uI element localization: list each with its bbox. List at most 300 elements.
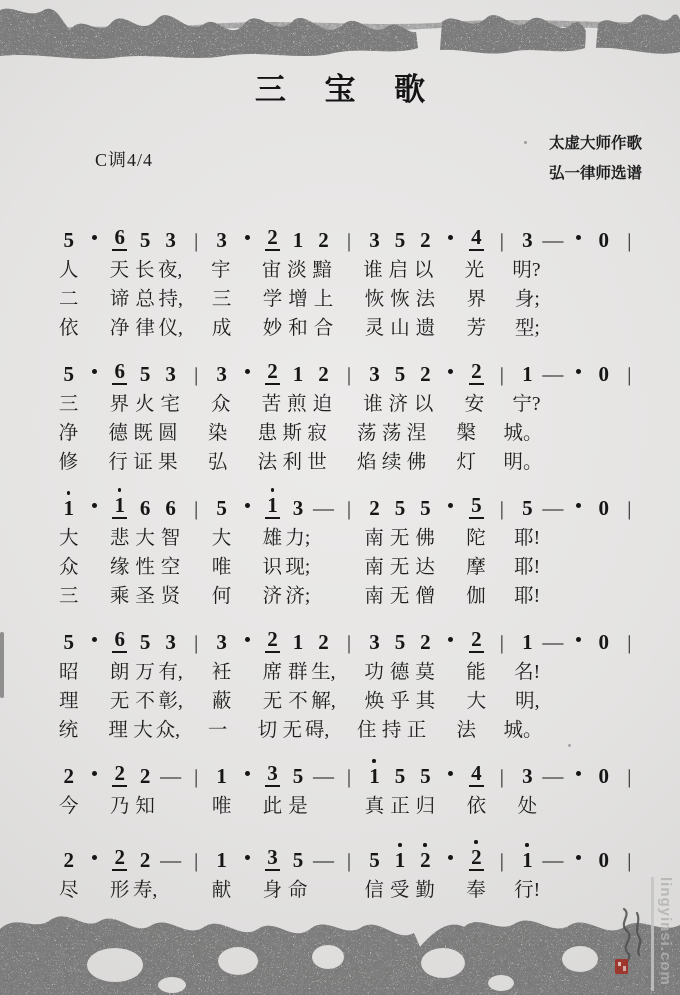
lyric-syllable: 贤 (160, 585, 181, 607)
note-digit: 3 (267, 761, 278, 785)
lyric-syllable: 处 (517, 795, 538, 817)
dash-sustain: — (160, 764, 182, 788)
lyric-syllable: 乃 (109, 795, 130, 817)
dash-sustain: — (542, 496, 564, 520)
lyric-syllable: 总 (135, 288, 155, 310)
note-digit: 3 (216, 228, 227, 252)
lyric-syllable: 证 (133, 451, 153, 473)
augmentation-dot (566, 766, 591, 787)
lyric-syllable: 长 (134, 259, 155, 281)
lyric-row (56, 445, 642, 474)
bar-line: | (346, 850, 351, 872)
augmentation-dot (566, 498, 591, 519)
lyric-syllable: 法 (456, 719, 476, 741)
note-digit: 3 (267, 845, 278, 869)
lyric-syllable: 僧 (415, 585, 435, 607)
notation-row (56, 841, 642, 872)
note-digit: 2 (420, 848, 431, 872)
lyric-syllable: 唯 (211, 795, 232, 817)
lyric-syllable: 依 (58, 317, 79, 339)
lyric-syllable: 成 (211, 317, 232, 339)
note-digit: 2 (318, 362, 329, 386)
lyric-syllable: 宇 (211, 259, 231, 281)
lyric-syllable: 净 (109, 317, 130, 339)
lyric-syllable: 妙 (262, 317, 283, 339)
note-digit: 2 (420, 630, 431, 654)
note-digit: 1 (267, 493, 278, 517)
augmentation-dot (438, 364, 463, 385)
lyric-syllable: 有, (158, 661, 183, 683)
lyric-syllable: 耶! (514, 527, 541, 549)
lyric-syllable: 一 (207, 719, 228, 741)
music-system-6 (56, 841, 642, 902)
red-seal-stamp (615, 959, 628, 974)
lyric-syllable: 既 (133, 422, 153, 444)
lyric-syllable: 持 (381, 719, 402, 741)
lyric-syllable: 耶! (514, 585, 541, 607)
note-digit: 1 (114, 493, 125, 517)
note-digit: 5 (394, 764, 406, 788)
lyric-row (56, 311, 642, 340)
lyric-syllable: 理 (108, 719, 128, 741)
lyric-row (56, 655, 642, 684)
lyric-syllable: 谁 (363, 259, 383, 281)
dash-sustain: — (313, 848, 335, 872)
lyric-syllable: 昭 (58, 661, 79, 683)
lyric-row (56, 521, 642, 550)
lyric-row (56, 387, 642, 416)
note-digit: 2 (114, 845, 125, 869)
note-digit: 1 (394, 848, 406, 872)
lyric-syllable: 真 (364, 795, 385, 817)
note-digit: 2 (267, 225, 278, 249)
augmentation-dot (81, 850, 106, 871)
lyric-syllable: 城。 (503, 719, 543, 741)
augmentation-dot (438, 766, 463, 787)
lyric-syllable: 城。 (503, 422, 543, 444)
lyric-syllable: 大 (133, 719, 153, 741)
lyric-syllable: 界 (466, 288, 487, 310)
note-digit: 4 (471, 761, 482, 785)
lyric-syllable: 律 (135, 317, 155, 339)
lyric-syllable: 身 (262, 879, 283, 901)
note-digit: 6 (139, 496, 151, 520)
lyric-syllable: 大 (466, 690, 487, 712)
note-digit: 5 (63, 362, 74, 386)
lyricist-credit: 太虚大师作歌 (548, 134, 642, 152)
note-digit: 1 (522, 630, 533, 654)
lyric-row (56, 684, 642, 713)
lyric-syllable: 不 (135, 690, 155, 712)
lyric-syllable: 依 (466, 795, 487, 817)
lyric-syllable: 果 (158, 451, 178, 473)
notation-row (56, 757, 642, 788)
lyric-syllable: 明。 (503, 451, 543, 473)
lyric-syllable: 雄 (262, 527, 283, 549)
lyric-syllable: 大 (135, 527, 155, 549)
lyric-row (56, 789, 642, 818)
bar-line: | (499, 498, 504, 520)
lyric-syllable: 空 (160, 556, 181, 578)
note-digit: 5 (471, 493, 482, 517)
lyric-syllable: 续 (381, 451, 402, 473)
rest-note: 0 (598, 630, 610, 654)
lyric-syllable: 切 (257, 719, 278, 741)
lyric-syllable: 智 (160, 527, 181, 549)
lyric-syllable: 修 (58, 451, 79, 473)
lyric-syllable: 现; (285, 556, 311, 578)
bar-line: | (346, 230, 351, 252)
lyric-syllable: 行 (108, 451, 128, 473)
lyric-syllable: 灵 (364, 317, 385, 339)
note-digit: 2 (369, 496, 380, 520)
lyric-syllable: 彰, (158, 690, 183, 712)
augmentation-dot (81, 632, 106, 653)
lyric-syllable: 佛 (406, 451, 427, 473)
lyric-row (56, 579, 642, 608)
bar-line: | (499, 766, 504, 788)
lyric-syllable: 和 (288, 317, 308, 339)
lyric-syllable: 学 (262, 288, 283, 310)
lyric-syllable: 宙 (261, 259, 282, 281)
bottom-ink-border-decoration (0, 903, 680, 995)
lyric-syllable: 今 (58, 795, 79, 817)
lyric-syllable: 是 (288, 795, 308, 817)
lyric-syllable: 恢 (390, 288, 410, 310)
lyric-syllable: 圣 (135, 585, 155, 607)
notation-row (56, 623, 642, 654)
bar-line: | (194, 498, 199, 520)
lyric-syllable: 万 (135, 661, 155, 683)
note-digit: 4 (471, 225, 482, 249)
lyric-syllable: 无 (262, 690, 283, 712)
lyric-syllable: 山 (390, 317, 410, 339)
note-digit: 3 (369, 630, 380, 654)
watermark-text: lingyinsi.com (651, 877, 674, 991)
rest-note: 0 (598, 848, 610, 872)
lyric-syllable: 朗 (109, 661, 130, 683)
note-digit: 2 (114, 761, 125, 785)
lyric-syllable: 正 (406, 719, 427, 741)
lyric-syllable: 涅 (406, 422, 427, 444)
augmentation-dot (234, 230, 259, 251)
lyric-syllable: 明, (515, 690, 540, 712)
bar-line: | (627, 850, 632, 872)
bar-line: | (346, 498, 351, 520)
dash-sustain: — (313, 496, 335, 520)
note-digit: 5 (139, 362, 151, 386)
lyric-syllable: 力; (285, 527, 311, 549)
lyric-syllable: 人 (58, 259, 79, 281)
bar-line: | (627, 766, 632, 788)
note-digit: 3 (165, 228, 176, 252)
lyric-syllable: 无 (389, 585, 410, 607)
lyric-row (56, 282, 642, 311)
notation-row (56, 355, 642, 386)
lyric-syllable: 遗 (415, 317, 436, 339)
lyric-syllable: 不 (288, 690, 308, 712)
augmentation-dot (566, 850, 591, 871)
music-system-1 (56, 221, 642, 340)
lyric-syllable: 德 (108, 422, 128, 444)
lyric-syllable: 统 (58, 719, 79, 741)
rest-note: 0 (598, 228, 610, 252)
lyric-syllable: 信 (364, 879, 384, 901)
lyric-syllable: 利 (282, 451, 302, 473)
rest-note: 0 (598, 496, 610, 520)
lyric-syllable: 莫 (415, 661, 435, 683)
note-digit: 2 (471, 627, 482, 651)
note-digit: 1 (292, 630, 304, 654)
augmentation-dot (234, 850, 259, 871)
lyric-syllable: 德 (389, 661, 410, 683)
lyric-syllable: 夜, (157, 259, 183, 281)
augmentation-dot (81, 230, 106, 251)
lyric-row (56, 253, 642, 282)
lyric-row (56, 550, 642, 579)
dash-sustain: — (542, 630, 564, 654)
augmentation-dot (81, 766, 106, 787)
lyric-syllable: 伽 (466, 585, 486, 607)
lyric-syllable: 宅 (160, 393, 180, 415)
lyric-syllable: 焕 (364, 690, 385, 712)
lyric-syllable: 济; (285, 585, 311, 607)
lyric-syllable: 缘 (109, 556, 130, 578)
lyric-syllable: 解, (311, 690, 336, 712)
dash-sustain: — (542, 228, 564, 252)
lyric-syllable: 迫 (312, 393, 332, 415)
lyric-syllable: 以 (413, 259, 434, 281)
lyric-syllable: 弘 (207, 451, 228, 473)
note-digit: 3 (165, 630, 176, 654)
lyric-syllable: 席 (262, 661, 283, 683)
music-system-2 (56, 355, 642, 474)
lyric-syllable: 济 (388, 393, 409, 415)
bar-line: | (194, 766, 199, 788)
lyric-syllable: 归 (415, 795, 436, 817)
lyric-syllable: 淡 (287, 259, 307, 281)
note-digit: 5 (369, 848, 380, 872)
lyric-syllable: 恢 (364, 288, 385, 310)
lyric-syllable: 群 (288, 661, 308, 683)
lyric-syllable: 二 (58, 288, 79, 310)
lyric-syllable: 合 (313, 317, 334, 339)
lyric-syllable: 乘 (109, 585, 130, 607)
lyric-syllable: 斯 (282, 422, 302, 444)
lyric-syllable: 无 (389, 527, 410, 549)
bar-line: | (627, 632, 632, 654)
lyric-syllable: 荡 (381, 422, 402, 444)
lyric-syllable: 耶! (514, 556, 541, 578)
augmentation-dot (438, 850, 463, 871)
note-digit: 2 (471, 359, 482, 383)
bar-line: | (346, 632, 351, 654)
lyric-syllable: 住 (357, 719, 377, 741)
note-digit: 5 (394, 362, 406, 386)
lyric-syllable: 黯 (312, 259, 332, 281)
note-digit: 5 (139, 630, 151, 654)
lyric-syllable: 命 (288, 879, 308, 901)
lyric-syllable: 碍, (304, 719, 330, 741)
note-digit: 3 (216, 630, 227, 654)
lyric-row (56, 713, 642, 742)
lyric-syllable: 何 (211, 585, 232, 607)
composer-credit: 弘一律师选谱 (548, 165, 642, 182)
note-digit: 2 (139, 848, 151, 872)
lyric-syllable: 大 (58, 527, 79, 549)
lyric-syllable: 焰 (357, 451, 377, 473)
note-digit: 2 (471, 845, 482, 869)
bar-line: | (194, 364, 199, 386)
note-digit: 2 (63, 764, 74, 788)
score (0, 221, 680, 902)
augmentation-dot (566, 632, 591, 653)
dash-sustain: — (160, 848, 182, 872)
note-digit: 1 (216, 848, 227, 872)
lyric-syllable: 无 (389, 556, 410, 578)
augmentation-dot (566, 230, 591, 251)
lyric-syllable: 增 (288, 288, 308, 310)
lyric-syllable: 形 (109, 879, 130, 901)
lyric-syllable: 蔽 (211, 690, 232, 712)
augmentation-dot (234, 498, 259, 519)
bar-line: | (627, 498, 632, 520)
augmentation-dot (438, 498, 463, 519)
lyric-syllable: 功 (364, 661, 384, 683)
bar-line: | (194, 632, 199, 654)
augmentation-dot (234, 632, 259, 653)
scan-speck (568, 744, 571, 747)
scan-speck (524, 141, 527, 144)
note-digit: 2 (63, 848, 74, 872)
note-digit: 1 (369, 764, 380, 788)
lyric-syllable: 南 (364, 585, 384, 607)
bar-line: | (499, 850, 504, 872)
lyric-syllable: 众 (58, 556, 79, 578)
lyric-syllable: 染 (207, 422, 228, 444)
note-digit: 2 (318, 630, 329, 654)
rest-note: 0 (598, 764, 610, 788)
note-digit: 3 (165, 362, 176, 386)
note-digit: 2 (267, 627, 278, 651)
augmentation-dot (234, 766, 259, 787)
lyric-syllable: 宁? (512, 393, 541, 415)
note-digit: 1 (522, 848, 533, 872)
augmentation-dot (234, 364, 259, 385)
lyric-syllable: 能 (466, 661, 486, 683)
note-digit: 2 (318, 228, 329, 252)
lyric-syllable: 其 (415, 690, 436, 712)
lyric-syllable: 众, (155, 719, 181, 741)
note-digit: 5 (63, 228, 74, 252)
lyric-syllable: 天 (109, 259, 130, 281)
note-digit: 1 (292, 228, 304, 252)
lyric-syllable: 乎 (390, 690, 410, 712)
augmentation-dot (566, 364, 591, 385)
note-digit: 6 (165, 496, 176, 520)
lyric-syllable: 南 (364, 556, 384, 578)
lyric-syllable: 济 (262, 585, 283, 607)
note-digit: 5 (394, 228, 406, 252)
lyric-syllable: 持, (158, 288, 183, 310)
note-digit: 2 (139, 764, 151, 788)
note-digit: 3 (369, 228, 380, 252)
dash-sustain: — (313, 764, 335, 788)
meta-row (0, 133, 680, 185)
credits-block (549, 129, 642, 189)
lyric-syllable: 明? (512, 259, 541, 281)
lyric-syllable: 三 (58, 585, 79, 607)
lyric-syllable: 知 (135, 795, 155, 817)
bar-line: | (346, 364, 351, 386)
lyric-syllable: 以 (413, 393, 434, 415)
augmentation-dot (81, 498, 106, 519)
note-digit: 2 (420, 362, 431, 386)
lyric-syllable: 圆 (158, 422, 178, 444)
lyric-syllable: 仪, (158, 317, 183, 339)
note-digit: 5 (139, 228, 151, 252)
augmentation-dot (438, 632, 463, 653)
lyric-syllable: 众 (211, 393, 231, 415)
lyric-syllable: 安 (464, 393, 485, 415)
bar-line: | (627, 230, 632, 252)
note-digit: 6 (114, 627, 125, 651)
note-digit: 1 (216, 764, 227, 788)
note-digit: 5 (63, 630, 74, 654)
music-system-4 (56, 623, 642, 742)
lyric-syllable: 行! (514, 879, 541, 901)
lyric-syllable: 光 (464, 259, 485, 281)
note-digit: 3 (216, 362, 227, 386)
bar-line: | (194, 850, 199, 872)
dash-sustain: — (542, 764, 564, 788)
lyric-syllable: 识 (262, 556, 283, 578)
lyric-syllable: 尽 (58, 879, 79, 901)
note-digit: 5 (420, 496, 431, 520)
lyric-syllable: 名! (514, 661, 541, 683)
augmentation-dot (81, 364, 106, 385)
lyric-syllable: 摩 (466, 556, 486, 578)
lyric-syllable: 谛 (109, 288, 130, 310)
note-digit: 3 (522, 228, 533, 252)
notation-row (56, 221, 642, 252)
lyric-syllable: 正 (390, 795, 410, 817)
bar-line: | (346, 766, 351, 788)
lyric-syllable: 悲 (109, 527, 130, 549)
lyric-syllable: 三 (58, 393, 79, 415)
lyric-syllable: 受 (389, 879, 410, 901)
lyric-syllable: 启 (388, 259, 409, 281)
lyric-syllable: 达 (415, 556, 435, 578)
lyric-row (56, 416, 642, 445)
lyric-syllable: 南 (364, 527, 384, 549)
scan-edge-mark (0, 632, 4, 698)
lyric-syllable: 唯 (211, 556, 232, 578)
lyric-syllable: 奉 (466, 879, 486, 901)
bar-line: | (499, 632, 504, 654)
lyric-syllable: 荡 (357, 422, 377, 444)
bar-line: | (499, 364, 504, 386)
lyric-syllable: 理 (58, 690, 79, 712)
lyric-syllable: 身; (514, 288, 540, 310)
lyric-syllable: 寂 (307, 422, 327, 444)
note-digit: 5 (394, 630, 406, 654)
music-system-3 (56, 489, 642, 608)
note-digit: 6 (114, 225, 125, 249)
note-digit: 2 (420, 228, 431, 252)
lyric-syllable: 佛 (415, 527, 435, 549)
note-digit: 6 (114, 359, 125, 383)
